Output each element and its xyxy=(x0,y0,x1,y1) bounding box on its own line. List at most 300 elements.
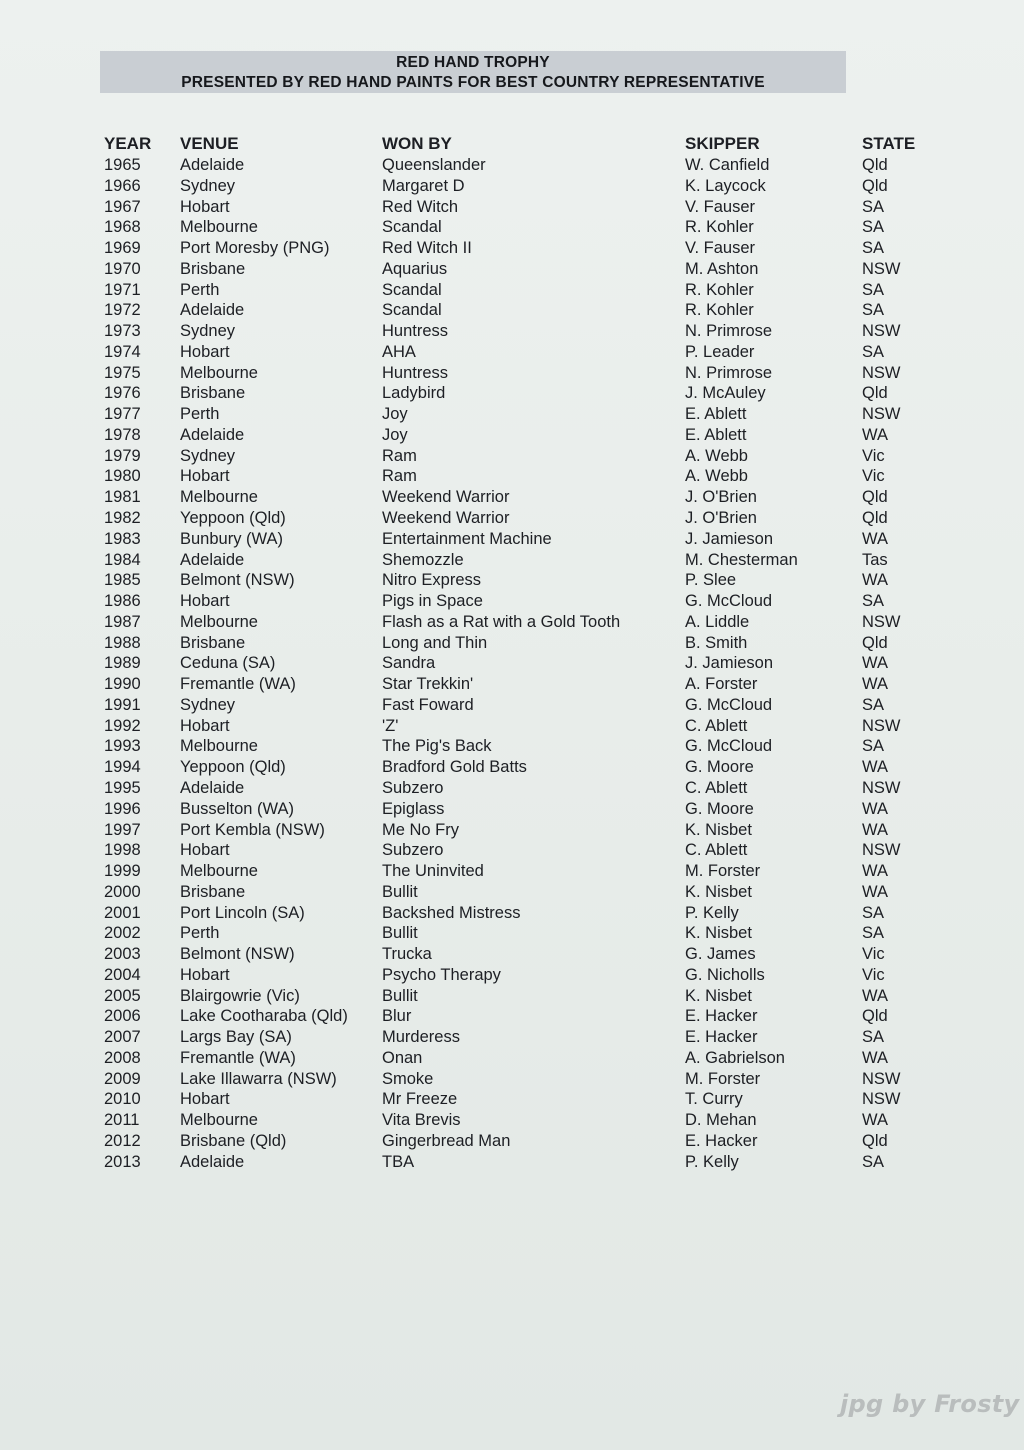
cell-year: 1988 xyxy=(104,633,141,652)
cell-venue: Perth xyxy=(180,405,220,424)
cell-venue: Sydney xyxy=(180,695,236,714)
cell-state: SA xyxy=(862,924,885,943)
cell-skipper: A. Webb xyxy=(685,467,748,486)
cell-won-by: Bradford Gold Batts xyxy=(382,758,527,777)
table-row xyxy=(0,840,1024,861)
cell-won-by: Onan xyxy=(382,1048,423,1067)
cell-skipper: M. Chesterman xyxy=(685,550,798,569)
table-row xyxy=(0,570,1024,591)
cell-won-by: Huntress xyxy=(382,363,449,382)
cell-state: SA xyxy=(862,1152,885,1171)
cell-skipper: J. Jamieson xyxy=(685,654,774,673)
cell-year: 1970 xyxy=(104,259,141,278)
cell-state: WA xyxy=(862,862,888,881)
cell-venue: Yeppoon (Qld) xyxy=(180,758,286,777)
cell-skipper: R. Kohler xyxy=(685,218,754,237)
cell-won-by: Joy xyxy=(382,425,408,444)
cell-year: 2004 xyxy=(104,965,141,984)
cell-skipper: G. McCloud xyxy=(685,737,773,756)
cell-won-by: Weekend Warrior xyxy=(382,509,510,528)
table-row xyxy=(0,799,1024,820)
cell-year: 2003 xyxy=(104,945,141,964)
cell-state: SA xyxy=(862,301,885,320)
table-row xyxy=(0,1110,1024,1131)
table-row xyxy=(0,1027,1024,1048)
cell-state: Qld xyxy=(862,176,888,195)
cell-venue: Brisbane xyxy=(180,384,246,403)
cell-year: 1986 xyxy=(104,592,141,611)
table-row xyxy=(0,820,1024,841)
cell-year: 2005 xyxy=(104,986,141,1005)
cell-won-by: Blur xyxy=(382,1007,412,1026)
table-row xyxy=(0,882,1024,903)
table-row xyxy=(0,903,1024,924)
cell-year: 2009 xyxy=(104,1069,141,1088)
table-row xyxy=(0,342,1024,363)
cell-skipper: M. Forster xyxy=(685,862,761,881)
table-row xyxy=(0,529,1024,550)
cell-state: NSW xyxy=(862,1069,901,1088)
cell-state: NSW xyxy=(862,259,901,278)
cell-won-by: Subzero xyxy=(382,841,444,860)
cell-venue: Melbourne xyxy=(180,862,258,881)
cell-year: 1990 xyxy=(104,675,141,694)
cell-state: Qld xyxy=(862,1131,888,1150)
cell-venue: Belmont (NSW) xyxy=(180,571,295,590)
cell-won-by: Red Witch II xyxy=(382,239,472,258)
cell-won-by: Mr Freeze xyxy=(382,1090,458,1109)
cell-won-by: Subzero xyxy=(382,778,444,797)
cell-skipper: G. McCloud xyxy=(685,695,773,714)
cell-skipper: N. Primrose xyxy=(685,363,773,382)
cell-won-by: TBA xyxy=(382,1152,415,1171)
cell-skipper: R. Kohler xyxy=(685,301,754,320)
cell-won-by: Psycho Therapy xyxy=(382,965,501,984)
cell-venue: Adelaide xyxy=(180,425,245,444)
cell-skipper: J. McAuley xyxy=(685,384,766,403)
cell-state: WA xyxy=(862,571,888,590)
cell-state: WA xyxy=(862,799,888,818)
cell-won-by: Red Witch xyxy=(382,197,459,216)
table-row xyxy=(0,986,1024,1007)
table-row xyxy=(0,446,1024,467)
cell-state: SA xyxy=(862,737,885,756)
cell-venue: Adelaide xyxy=(180,156,245,174)
cell-skipper: M. Forster xyxy=(685,1069,761,1088)
cell-state: WA xyxy=(862,820,888,839)
cell-skipper: K. Nisbet xyxy=(685,882,752,901)
cell-won-by: Me No Fry xyxy=(382,820,460,839)
cell-venue: Sydney xyxy=(180,322,236,341)
cell-year: 1976 xyxy=(104,384,141,403)
cell-venue: Sydney xyxy=(180,446,236,465)
cell-skipper: E. Hacker xyxy=(685,1028,758,1047)
cell-skipper: V. Fauser xyxy=(685,239,756,258)
cell-state: NSW xyxy=(862,405,901,424)
table-row xyxy=(0,674,1024,695)
cell-won-by: Bullit xyxy=(382,882,418,901)
cell-won-by: Murderess xyxy=(382,1028,460,1047)
cell-venue: Hobart xyxy=(180,197,230,216)
cell-venue: Sydney xyxy=(180,176,236,195)
cell-skipper: V. Fauser xyxy=(685,197,756,216)
table-row xyxy=(0,757,1024,778)
cell-state: SA xyxy=(862,592,885,611)
cell-skipper: P. Kelly xyxy=(685,1152,739,1171)
cell-skipper: C. Ablett xyxy=(685,841,748,860)
cell-year: 1985 xyxy=(104,571,141,590)
cell-year: 2008 xyxy=(104,1048,141,1067)
cell-state: Vic xyxy=(862,945,885,964)
table-row xyxy=(0,944,1024,965)
cell-state: SA xyxy=(862,280,885,299)
table-row xyxy=(0,736,1024,757)
cell-state: SA xyxy=(862,239,885,258)
cell-skipper: P. Leader xyxy=(685,342,755,361)
cell-venue: Hobart xyxy=(180,841,230,860)
cell-skipper: B. Smith xyxy=(685,633,748,652)
table-row xyxy=(0,923,1024,944)
table-row xyxy=(0,1069,1024,1090)
cell-won-by: Sandra xyxy=(382,654,436,673)
cell-year: 2001 xyxy=(104,903,141,922)
cell-venue: Largs Bay (SA) xyxy=(180,1028,292,1047)
table-row xyxy=(0,363,1024,384)
cell-state: NSW xyxy=(862,363,901,382)
table-row xyxy=(0,404,1024,425)
cell-year: 1972 xyxy=(104,301,141,320)
cell-year: 1991 xyxy=(104,695,141,714)
title-banner xyxy=(100,51,846,93)
cell-state: WA xyxy=(862,1111,888,1130)
cell-state: WA xyxy=(862,986,888,1005)
cell-state: WA xyxy=(862,675,888,694)
cell-venue: Blairgowrie (Vic) xyxy=(180,986,300,1005)
cell-year: 1997 xyxy=(104,820,141,839)
cell-venue: Hobart xyxy=(180,592,230,611)
cell-year: 1984 xyxy=(104,550,141,569)
cell-won-by: Bullit xyxy=(382,986,418,1005)
cell-skipper: A. Forster xyxy=(685,675,758,694)
cell-won-by: Queenslander xyxy=(382,156,486,174)
cell-year: 2002 xyxy=(104,924,141,943)
cell-year: 1981 xyxy=(104,488,141,507)
cell-state: WA xyxy=(862,529,888,548)
cell-won-by: Entertainment Machine xyxy=(382,529,552,548)
cell-won-by: Trucka xyxy=(382,945,432,964)
cell-venue: Hobart xyxy=(180,1090,230,1109)
cell-state: SA xyxy=(862,218,885,237)
table-row xyxy=(0,487,1024,508)
cell-venue: Brisbane xyxy=(180,259,246,278)
cell-venue: Melbourne xyxy=(180,218,258,237)
cell-year: 1966 xyxy=(104,176,141,195)
cell-venue: Bunbury (WA) xyxy=(180,529,283,548)
cell-venue: Lake Illawarra (NSW) xyxy=(180,1069,337,1088)
cell-year: 1965 xyxy=(104,156,141,174)
cell-venue: Fremantle (WA) xyxy=(180,675,296,694)
cell-skipper: G. McCloud xyxy=(685,592,773,611)
cell-year: 1993 xyxy=(104,737,141,756)
table-row xyxy=(0,300,1024,321)
table-row xyxy=(0,1152,1024,1173)
cell-won-by: Bullit xyxy=(382,924,418,943)
cell-year: 1992 xyxy=(104,716,141,735)
cell-skipper: J. O'Brien xyxy=(685,488,757,507)
cell-state: WA xyxy=(862,654,888,673)
cell-skipper: E. Hacker xyxy=(685,1007,758,1026)
cell-venue: Adelaide xyxy=(180,301,245,320)
cell-state: Vic xyxy=(862,446,885,465)
cell-won-by: Nitro Express xyxy=(382,571,482,590)
table-row xyxy=(0,1048,1024,1069)
cell-state: WA xyxy=(862,758,888,777)
cell-skipper: K. Nisbet xyxy=(685,820,752,839)
cell-won-by: Joy xyxy=(382,405,408,424)
column-header-venue: VENUE xyxy=(180,134,239,153)
trophy-title: RED HAND TROPHY xyxy=(396,54,550,71)
table-row xyxy=(0,1131,1024,1152)
table-row xyxy=(0,653,1024,674)
cell-year: 1995 xyxy=(104,778,141,797)
cell-venue: Brisbane (Qld) xyxy=(180,1131,287,1150)
cell-venue: Yeppoon (Qld) xyxy=(180,509,286,528)
table-row xyxy=(0,1006,1024,1027)
cell-state: SA xyxy=(862,903,885,922)
cell-year: 1971 xyxy=(104,280,141,299)
cell-won-by: Scandal xyxy=(382,218,442,237)
table-row xyxy=(0,383,1024,404)
column-header-skipper: SKIPPER xyxy=(685,134,760,153)
table-header-row xyxy=(0,134,1024,155)
cell-year: 1979 xyxy=(104,446,141,465)
cell-skipper: M. Ashton xyxy=(685,259,759,278)
cell-skipper: C. Ablett xyxy=(685,778,748,797)
cell-venue: Port Lincoln (SA) xyxy=(180,903,305,922)
table-row xyxy=(0,176,1024,197)
cell-state: Qld xyxy=(862,1007,888,1026)
table-row xyxy=(0,861,1024,882)
results-table xyxy=(0,134,1024,1173)
cell-skipper: A. Webb xyxy=(685,446,748,465)
cell-venue: Lake Cootharaba (Qld) xyxy=(180,1007,348,1026)
cell-venue: Hobart xyxy=(180,342,230,361)
cell-state: Tas xyxy=(862,550,888,569)
cell-year: 1974 xyxy=(104,342,141,361)
cell-venue: Melbourne xyxy=(180,737,258,756)
cell-state: SA xyxy=(862,695,885,714)
cell-won-by: Pigs in Space xyxy=(382,592,483,611)
cell-venue: Perth xyxy=(180,280,220,299)
cell-won-by: Scandal xyxy=(382,280,442,299)
cell-won-by: Ram xyxy=(382,446,417,465)
cell-venue: Busselton (WA) xyxy=(180,799,295,818)
cell-year: 1968 xyxy=(104,218,141,237)
table-row xyxy=(0,550,1024,571)
cell-won-by: Ladybird xyxy=(382,384,446,403)
table-row xyxy=(0,238,1024,259)
table-row xyxy=(0,155,1024,176)
table-row xyxy=(0,425,1024,446)
cell-won-by: 'Z' xyxy=(382,716,399,735)
cell-venue: Melbourne xyxy=(180,612,258,631)
cell-venue: Hobart xyxy=(180,965,230,984)
cell-state: WA xyxy=(862,425,888,444)
cell-skipper: P. Kelly xyxy=(685,903,739,922)
cell-skipper: K. Nisbet xyxy=(685,986,752,1005)
column-header-won-by: WON BY xyxy=(382,134,452,153)
cell-year: 1983 xyxy=(104,529,141,548)
cell-year: 1967 xyxy=(104,197,141,216)
cell-won-by: The Pig's Back xyxy=(382,737,492,756)
cell-skipper: C. Ablett xyxy=(685,716,748,735)
cell-skipper: G. Nicholls xyxy=(685,965,765,984)
cell-year: 1998 xyxy=(104,841,141,860)
cell-skipper: P. Slee xyxy=(685,571,737,590)
cell-year: 1999 xyxy=(104,862,141,881)
cell-venue: Ceduna (SA) xyxy=(180,654,276,673)
cell-state: Vic xyxy=(862,965,885,984)
cell-won-by: Fast Foward xyxy=(382,695,474,714)
cell-skipper: G. Moore xyxy=(685,758,754,777)
cell-venue: Perth xyxy=(180,924,220,943)
cell-year: 2010 xyxy=(104,1090,141,1109)
cell-year: 1978 xyxy=(104,425,141,444)
cell-state: NSW xyxy=(862,612,901,631)
cell-year: 1969 xyxy=(104,239,141,258)
table-row xyxy=(0,591,1024,612)
cell-state: NSW xyxy=(862,716,901,735)
cell-venue: Brisbane xyxy=(180,633,246,652)
cell-year: 1982 xyxy=(104,509,141,528)
cell-won-by: Vita Brevis xyxy=(382,1111,461,1130)
table-row xyxy=(0,633,1024,654)
table-row xyxy=(0,197,1024,218)
cell-year: 2000 xyxy=(104,882,141,901)
column-header-state: STATE xyxy=(862,134,916,153)
cell-state: WA xyxy=(862,882,888,901)
cell-won-by: Huntress xyxy=(382,322,449,341)
cell-won-by: AHA xyxy=(382,342,416,361)
cell-won-by: Ram xyxy=(382,467,417,486)
cell-venue: Adelaide xyxy=(180,778,245,797)
cell-venue: Brisbane xyxy=(180,882,246,901)
cell-skipper: G. James xyxy=(685,945,756,964)
table-row xyxy=(0,280,1024,301)
table-row xyxy=(0,716,1024,737)
cell-venue: Hobart xyxy=(180,467,230,486)
cell-skipper: W. Canfield xyxy=(685,156,770,174)
cell-skipper: J. Jamieson xyxy=(685,529,774,548)
cell-state: NSW xyxy=(862,841,901,860)
cell-venue: Adelaide xyxy=(180,550,245,569)
cell-state: NSW xyxy=(862,1090,901,1109)
cell-skipper: G. Moore xyxy=(685,799,754,818)
cell-skipper: T. Curry xyxy=(685,1090,743,1109)
table-row xyxy=(0,778,1024,799)
cell-year: 2013 xyxy=(104,1152,141,1171)
cell-skipper: E. Ablett xyxy=(685,405,747,424)
cell-venue: Port Kembla (NSW) xyxy=(180,820,325,839)
cell-year: 1975 xyxy=(104,363,141,382)
table-row xyxy=(0,321,1024,342)
table-row xyxy=(0,217,1024,238)
cell-state: Qld xyxy=(862,633,888,652)
cell-year: 1989 xyxy=(104,654,141,673)
cell-year: 1994 xyxy=(104,758,141,777)
cell-state: Qld xyxy=(862,384,888,403)
cell-skipper: A. Gabrielson xyxy=(685,1048,785,1067)
cell-venue: Port Moresby (PNG) xyxy=(180,239,330,258)
table-row xyxy=(0,612,1024,633)
cell-skipper: K. Laycock xyxy=(685,176,766,195)
table-row xyxy=(0,259,1024,280)
table-row xyxy=(0,508,1024,529)
cell-skipper: N. Primrose xyxy=(685,322,773,341)
cell-won-by: The Uninvited xyxy=(382,862,484,881)
cell-state: SA xyxy=(862,1028,885,1047)
cell-year: 1973 xyxy=(104,322,141,341)
cell-skipper: K. Nisbet xyxy=(685,924,752,943)
cell-venue: Fremantle (WA) xyxy=(180,1048,296,1067)
cell-year: 2006 xyxy=(104,1007,141,1026)
cell-year: 2011 xyxy=(104,1111,140,1130)
cell-won-by: Weekend Warrior xyxy=(382,488,510,507)
cell-year: 2012 xyxy=(104,1131,141,1150)
cell-won-by: Gingerbread Man xyxy=(382,1131,511,1150)
cell-won-by: Epiglass xyxy=(382,799,445,818)
cell-won-by: Aquarius xyxy=(382,259,448,278)
cell-won-by: Smoke xyxy=(382,1069,434,1088)
cell-state: Vic xyxy=(862,467,885,486)
cell-year: 1980 xyxy=(104,467,141,486)
cell-skipper: E. Hacker xyxy=(685,1131,758,1150)
column-header-year: YEAR xyxy=(104,134,152,153)
table-row xyxy=(0,695,1024,716)
table-row xyxy=(0,466,1024,487)
trophy-subtitle: PRESENTED BY RED HAND PAINTS FOR BEST COUNTRY REPRESENTATIVE xyxy=(181,74,765,91)
cell-year: 1996 xyxy=(104,799,141,818)
cell-skipper: E. Ablett xyxy=(685,425,747,444)
cell-state: Qld xyxy=(862,156,888,174)
cell-won-by: Margaret D xyxy=(382,176,465,195)
cell-won-by: Shemozzle xyxy=(382,550,464,569)
cell-venue: Hobart xyxy=(180,716,230,735)
cell-state: SA xyxy=(862,342,885,361)
cell-year: 1987 xyxy=(104,612,141,631)
cell-year: 1977 xyxy=(104,405,141,424)
cell-state: NSW xyxy=(862,322,901,341)
table-row xyxy=(0,1089,1024,1110)
cell-skipper: J. O'Brien xyxy=(685,509,757,528)
table-row xyxy=(0,965,1024,986)
cell-won-by: Long and Thin xyxy=(382,633,488,652)
cell-state: Qld xyxy=(862,509,888,528)
cell-won-by: Flash as a Rat with a Gold Tooth xyxy=(382,612,621,631)
cell-won-by: Scandal xyxy=(382,301,442,320)
watermark-text: jpg by Frosty xyxy=(840,1390,1020,1418)
cell-won-by: Star Trekkin' xyxy=(382,675,474,694)
cell-state: Qld xyxy=(862,488,888,507)
cell-skipper: A. Liddle xyxy=(685,612,750,631)
cell-skipper: R. Kohler xyxy=(685,280,754,299)
cell-venue: Melbourne xyxy=(180,488,258,507)
cell-state: NSW xyxy=(862,778,901,797)
cell-venue: Adelaide xyxy=(180,1152,245,1171)
cell-venue: Melbourne xyxy=(180,363,258,382)
cell-venue: Melbourne xyxy=(180,1111,258,1130)
table-body xyxy=(0,155,1024,1173)
